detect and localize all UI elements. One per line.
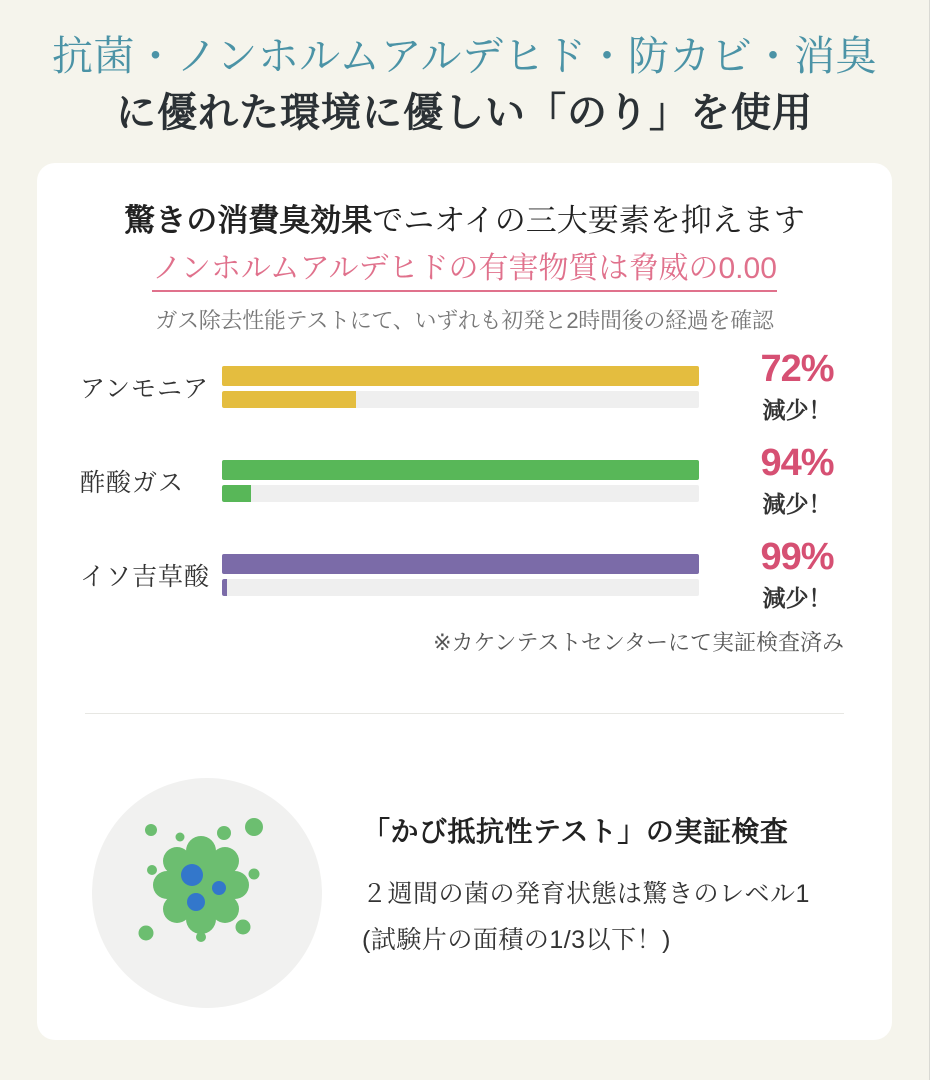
reduction-percent: 94% (760, 441, 834, 484)
chart-row (80, 528, 849, 622)
reduction-caption: 減少！ (762, 584, 832, 611)
after-level-bar (222, 391, 356, 408)
reduction-result (745, 347, 849, 425)
bar-pair (222, 460, 699, 502)
reduction-percent: 99% (760, 535, 834, 578)
certification-footnote: ※カケンテストセンターにて実証検査済み (433, 630, 844, 656)
formaldehyde-highlight: ノンホルムアルデヒドの有害物質は脅威の0.00 (152, 251, 777, 292)
reduction-result (745, 441, 849, 519)
after-level-track (222, 485, 699, 502)
card-title-rest: でニオイの三大要素を抑えます (372, 203, 805, 239)
after-level-track (222, 391, 699, 408)
page-header (0, 0, 929, 135)
section-divider (85, 713, 844, 714)
reduction-caption: 減少！ (762, 490, 832, 517)
after-level-bar (222, 579, 227, 596)
header-glue-line: に優れた環境に優しい「のり」を使用 (116, 91, 813, 136)
mold-result-line1: ２週間の菌の発育状態は驚きのレベル1 (362, 880, 810, 909)
mold-text-block (362, 778, 810, 956)
initial-level-bar (222, 460, 699, 480)
initial-level-bar (222, 366, 699, 386)
chart-row (80, 434, 849, 528)
info-card (37, 163, 892, 1040)
gas-label: アンモニア (80, 375, 210, 404)
bar-pair (222, 366, 699, 408)
header-benefits-line: 抗菌・ノンホルムアルデヒド・防カビ・消臭 (51, 33, 878, 79)
bar-pair (222, 554, 699, 596)
gas-label: イソ吉草酸 (80, 563, 211, 592)
reduction-caption: 減少！ (762, 396, 832, 423)
after-level-track (222, 579, 699, 596)
gas-reduction-chart (37, 340, 892, 622)
reduction-result (745, 535, 849, 613)
mold-illustration-circle (92, 778, 322, 1008)
after-level-bar (222, 485, 251, 502)
card-title-emphasis: 驚きの消費臭効果 (124, 203, 373, 239)
mold-test-title: 「かび抵抗性テスト」の実証検査 (362, 816, 789, 848)
mold-test-section (37, 778, 892, 1008)
test-method-note: ガス除去性能テストにて、いずれも初発と2時間後の経過を確認 (155, 308, 774, 334)
reduction-percent: 72% (760, 347, 834, 390)
mold-colony-icon (92, 778, 322, 1008)
gas-label: 酢酸ガス (80, 469, 185, 498)
card-title (37, 201, 892, 241)
chart-row (80, 340, 849, 434)
initial-level-bar (222, 554, 699, 574)
mold-result-line2: (試験片の面積の1/3以下！) (362, 926, 671, 955)
highlight-wrap (37, 251, 892, 292)
